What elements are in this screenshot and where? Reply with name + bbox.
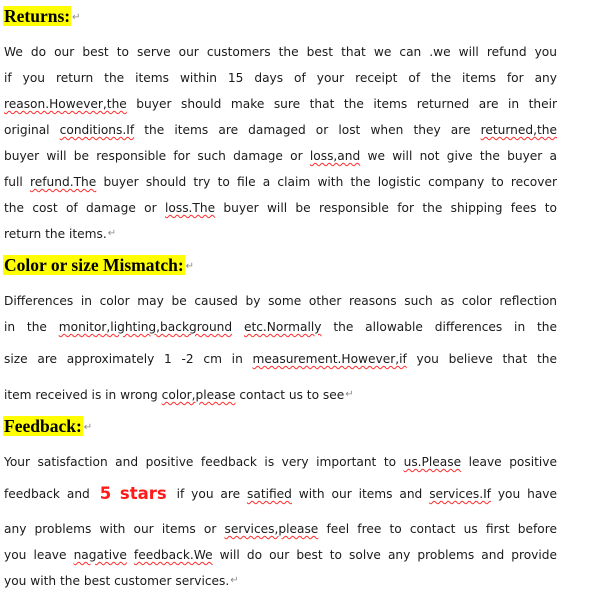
- spellcheck-flagged-word: us.Please: [403, 455, 462, 469]
- text-run: we will not give the buyer a: [360, 149, 558, 163]
- text-run: feedback and: [4, 487, 97, 501]
- text-run: [127, 548, 134, 562]
- text-run: return the items.: [4, 227, 107, 241]
- text-run: original: [4, 123, 60, 137]
- text-run: buyer should try to file a claim with the logistic company to recover: [96, 175, 557, 189]
- text-run: you with the best customer services.: [4, 574, 230, 588]
- text-run: buyer should make sure that the items returned are in their: [126, 97, 557, 111]
- paragraph-mark-icon: ↵: [230, 575, 239, 586]
- paragraph-mark-icon: ↵: [72, 12, 81, 23]
- text-run: you leave: [4, 548, 74, 562]
- text-run: [232, 320, 244, 334]
- mismatch-line: [4, 293, 557, 309]
- text-run: the items are damaged or lost when they are: [134, 123, 481, 137]
- spellcheck-flagged-word: loss.The: [165, 201, 216, 215]
- returns-line: [4, 226, 557, 242]
- text-run: buyer will be responsible for the shipping fees to: [215, 201, 557, 215]
- text-run: in the: [4, 320, 59, 334]
- text-run: item received is in wrong: [4, 388, 162, 402]
- spellcheck-flagged-word: services,please: [224, 522, 319, 536]
- paragraph-mark-icon: ↵: [345, 389, 354, 400]
- feedback-line: [4, 486, 557, 502]
- spellcheck-flagged-word: returned,the: [480, 123, 557, 137]
- text-run: Your satisfaction and positive feedback is very important to: [4, 455, 404, 469]
- spellcheck-flagged-word: conditions.If: [59, 123, 135, 137]
- paragraph-mark-icon: ↵: [107, 228, 117, 239]
- returns-line: [4, 44, 557, 60]
- mismatch-line: [4, 319, 557, 335]
- spellcheck-flagged-word: reason.However,the: [4, 97, 127, 111]
- feedback-heading-text: Feedback:: [4, 416, 82, 436]
- returns-line: [4, 200, 557, 216]
- feedback-line: [4, 521, 557, 537]
- returns-line: [4, 174, 557, 190]
- spellcheck-flagged-word: satified: [247, 487, 292, 501]
- returns-line: [4, 122, 557, 138]
- returns-heading-text: Returns:: [4, 6, 71, 26]
- returns-line: [4, 70, 557, 86]
- mismatch-heading-text: Color or size Mismatch:: [4, 255, 184, 275]
- spellcheck-flagged-word: nagative: [73, 548, 127, 562]
- spellcheck-flagged-word: monitor,lighting,background: [58, 320, 233, 334]
- text-run: the allowable differences in the: [321, 320, 557, 334]
- returns-line: [4, 148, 557, 164]
- spellcheck-flagged-word: services.If: [429, 487, 491, 501]
- text-run: feel free to contact us first before: [318, 522, 558, 536]
- paragraph-mark-icon: ↵: [185, 261, 195, 272]
- text-run: if you are: [169, 487, 248, 501]
- text-run: size are approximately 1 -2 cm in: [4, 352, 253, 366]
- text-run: contact us to see: [235, 388, 345, 402]
- spellcheck-flagged-word: loss,and: [309, 149, 361, 163]
- text-run: you believe that the: [406, 352, 557, 366]
- text-run: if you return the items within 15 days of your receipt of the items for any: [4, 71, 557, 85]
- text-run: Differences in color may be caused by some other reasons such as color reflection: [4, 294, 557, 308]
- text-run: We do our best to serve our customers the best that we can .we will refund you: [4, 45, 557, 59]
- text-run: with our items and: [291, 487, 430, 501]
- returns-line: [4, 96, 557, 112]
- paragraph-mark-icon: ↵: [83, 422, 93, 433]
- text-run: will do our best to solve any problems and provide: [212, 548, 557, 562]
- feedback-line: [4, 573, 557, 589]
- mismatch-line: [4, 351, 557, 367]
- mismatch-line: [4, 387, 557, 403]
- spellcheck-flagged-word: measurement.However,if: [252, 352, 407, 366]
- text-run: you have: [490, 487, 558, 501]
- feedback-line: [4, 547, 557, 563]
- five-stars-emphasis: 5 stars: [99, 484, 167, 503]
- spellcheck-flagged-word: color,please: [161, 388, 236, 402]
- text-run: full: [4, 175, 30, 189]
- text-run: leave positive: [461, 455, 558, 469]
- spellcheck-flagged-word: refund.The: [29, 175, 97, 189]
- mismatch-heading: [3, 255, 194, 277]
- feedback-heading: [3, 416, 92, 438]
- spellcheck-flagged-word: etc.Normally: [243, 320, 322, 334]
- text-run: the cost of damage or: [4, 201, 165, 215]
- text-run: any problems with our items or: [4, 522, 225, 536]
- text-run: buyer will be responsible for such damage or: [4, 149, 310, 163]
- spellcheck-flagged-word: feedback.We: [133, 548, 213, 562]
- returns-heading: [3, 6, 81, 28]
- feedback-line: [4, 454, 557, 470]
